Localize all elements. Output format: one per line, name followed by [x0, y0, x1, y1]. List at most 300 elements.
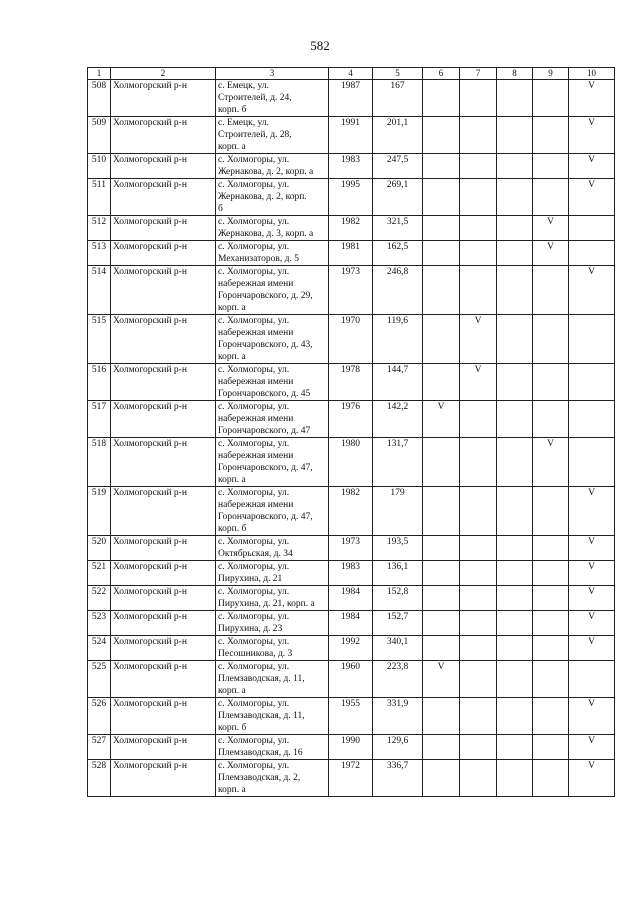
mark-cell-col9 — [533, 179, 569, 216]
row-number-cell: 526 — [88, 698, 111, 735]
page-number: 582 — [310, 38, 330, 53]
address-line: набережная имени — [218, 500, 294, 510]
table-row — [88, 315, 615, 364]
mark-cell-col10: V — [569, 117, 615, 154]
mark-cell-col10: V — [569, 80, 615, 117]
mark-cell-col7 — [460, 735, 497, 760]
mark-cell-col9 — [533, 401, 569, 438]
mark-cell-col7 — [460, 698, 497, 735]
mark-cell-col8 — [497, 760, 533, 797]
address-line: Горончаровского, д. 45 — [218, 389, 311, 399]
area-cell: 246,8 — [373, 266, 423, 315]
address-line: Племзаводская, д. 11, — [218, 674, 305, 684]
area-cell: 340,1 — [373, 636, 423, 661]
area-cell: 223,8 — [373, 661, 423, 698]
district-cell: Холмогорский р-н — [111, 315, 216, 364]
mark-cell-col10 — [569, 241, 615, 266]
year-cell: 1987 — [329, 80, 373, 117]
address-line: Строителей, д. 24, — [218, 93, 292, 103]
area-cell: 179 — [373, 487, 423, 536]
mark-cell-col7 — [460, 760, 497, 797]
district-cell: Холмогорский р-н — [111, 401, 216, 438]
mark-cell-col9 — [533, 80, 569, 117]
district-cell: Холмогорский р-н — [111, 117, 216, 154]
address-line: Горончаровского, д. 43, — [218, 340, 313, 350]
address-cell — [216, 241, 329, 266]
address-line: Пирухина, д. 21 — [218, 574, 283, 584]
mark-cell-col9 — [533, 611, 569, 636]
table-row — [88, 154, 615, 179]
row-number-cell: 515 — [88, 315, 111, 364]
district-cell: Холмогорский р-н — [111, 80, 216, 117]
address-cell — [216, 364, 329, 401]
row-number-cell: 524 — [88, 636, 111, 661]
row-number-cell: 521 — [88, 561, 111, 586]
row-number-cell: 520 — [88, 536, 111, 561]
year-cell: 1983 — [329, 154, 373, 179]
address-line: Строителей, д. 28, — [218, 130, 292, 140]
address-cell — [216, 636, 329, 661]
table-row — [88, 117, 615, 154]
district-cell: Холмогорский р-н — [111, 364, 216, 401]
row-number-cell: 510 — [88, 154, 111, 179]
address-line: с. Холмогоры, ул. — [218, 439, 290, 449]
area-cell: 331,9 — [373, 698, 423, 735]
address-cell — [216, 735, 329, 760]
address-line: с. Холмогоры, ул. — [218, 537, 290, 547]
year-cell: 1984 — [329, 586, 373, 611]
district-cell: Холмогорский р-н — [111, 735, 216, 760]
year-cell: 1990 — [329, 735, 373, 760]
column-header-7: 7 — [460, 68, 497, 80]
area-cell: 152,8 — [373, 586, 423, 611]
row-number-cell: 516 — [88, 364, 111, 401]
area-cell: 129,6 — [373, 735, 423, 760]
table-row — [88, 536, 615, 561]
address-line: Горончаровского, д. 29, — [218, 291, 313, 301]
district-cell: Холмогорский р-н — [111, 760, 216, 797]
mark-cell-col9: V — [533, 216, 569, 241]
address-line: корп. б — [218, 524, 247, 534]
mark-cell-col7 — [460, 661, 497, 698]
row-number-cell: 514 — [88, 266, 111, 315]
address-line: корп. а — [218, 785, 246, 795]
column-header-9: 9 — [533, 68, 569, 80]
column-header-3: 3 — [216, 68, 329, 80]
mark-cell-col6 — [423, 735, 460, 760]
year-cell: 1991 — [329, 117, 373, 154]
mark-cell-col9 — [533, 315, 569, 364]
mark-cell-col10: V — [569, 760, 615, 797]
table-row — [88, 266, 615, 315]
mark-cell-col9 — [533, 586, 569, 611]
district-cell: Холмогорский р-н — [111, 586, 216, 611]
address-line: с. Холмогоры, ул. — [218, 365, 290, 375]
mark-cell-col9 — [533, 698, 569, 735]
table-row — [88, 241, 615, 266]
mark-cell-col9 — [533, 735, 569, 760]
mark-cell-col6 — [423, 241, 460, 266]
row-number-cell: 511 — [88, 179, 111, 216]
mark-cell-col10: V — [569, 698, 615, 735]
mark-cell-col6: V — [423, 661, 460, 698]
table-row — [88, 80, 615, 117]
mark-cell-col8 — [497, 241, 533, 266]
address-line: Пирухина, д. 23 — [218, 624, 283, 634]
year-cell: 1995 — [329, 179, 373, 216]
mark-cell-col7 — [460, 636, 497, 661]
address-cell — [216, 266, 329, 315]
address-line: с. Емецк, ул. — [218, 118, 269, 128]
address-line: с. Холмогоры, ул. — [218, 488, 290, 498]
address-line: Пирухина, д. 21, корп. а — [218, 599, 315, 609]
district-cell: Холмогорский р-н — [111, 561, 216, 586]
mark-cell-col7 — [460, 241, 497, 266]
table-row — [88, 735, 615, 760]
mark-cell-col9 — [533, 561, 569, 586]
address-line: корп. а — [218, 142, 246, 152]
mark-cell-col6 — [423, 216, 460, 241]
mark-cell-col6 — [423, 266, 460, 315]
year-cell: 1976 — [329, 401, 373, 438]
mark-cell-col8 — [497, 266, 533, 315]
mark-cell-col8 — [497, 179, 533, 216]
address-line: Песошникова, д. 3 — [218, 649, 293, 659]
year-cell: 1978 — [329, 364, 373, 401]
address-line: с. Холмогоры, ул. — [218, 736, 290, 746]
mark-cell-col6 — [423, 117, 460, 154]
mark-cell-col9 — [533, 760, 569, 797]
district-cell: Холмогорский р-н — [111, 216, 216, 241]
year-cell: 1982 — [329, 216, 373, 241]
district-cell: Холмогорский р-н — [111, 636, 216, 661]
address-line: с. Холмогоры, ул. — [218, 761, 290, 771]
mark-cell-col7 — [460, 438, 497, 487]
table-row — [88, 760, 615, 797]
mark-cell-col8 — [497, 536, 533, 561]
mark-cell-col7 — [460, 487, 497, 536]
year-cell: 1960 — [329, 661, 373, 698]
mark-cell-col9 — [533, 154, 569, 179]
year-cell: 1980 — [329, 438, 373, 487]
area-cell: 136,1 — [373, 561, 423, 586]
address-line: с. Холмогоры, ул. — [218, 217, 290, 227]
area-cell: 167 — [373, 80, 423, 117]
district-cell: Холмогорский р-н — [111, 611, 216, 636]
mark-cell-col6 — [423, 536, 460, 561]
district-cell: Холмогорский р-н — [111, 241, 216, 266]
area-cell: 321,5 — [373, 216, 423, 241]
address-line: с. Холмогоры, ул. — [218, 316, 290, 326]
address-cell — [216, 315, 329, 364]
address-line: с. Холмогоры, ул. — [218, 402, 290, 412]
address-line: Племзаводская, д. 16 — [218, 748, 303, 758]
mark-cell-col7 — [460, 536, 497, 561]
housing-registry-table — [87, 67, 615, 797]
mark-cell-col10 — [569, 364, 615, 401]
table-row — [88, 179, 615, 216]
mark-cell-col6: V — [423, 401, 460, 438]
address-cell — [216, 117, 329, 154]
district-cell: Холмогорский р-н — [111, 661, 216, 698]
column-header-8: 8 — [497, 68, 533, 80]
row-number-cell: 519 — [88, 487, 111, 536]
mark-cell-col8 — [497, 611, 533, 636]
year-cell: 1992 — [329, 636, 373, 661]
area-cell: 201,1 — [373, 117, 423, 154]
table-row — [88, 561, 615, 586]
address-line: корп. а — [218, 686, 246, 696]
address-line: Жернакова, д. 3, корп. а — [218, 229, 314, 239]
address-line: с. Холмогоры, ул. — [218, 155, 290, 165]
mark-cell-col7 — [460, 561, 497, 586]
mark-cell-col8 — [497, 561, 533, 586]
address-cell — [216, 80, 329, 117]
mark-cell-col6 — [423, 487, 460, 536]
mark-cell-col10: V — [569, 735, 615, 760]
mark-cell-col10 — [569, 438, 615, 487]
column-header-1: 1 — [88, 68, 111, 80]
mark-cell-col10: V — [569, 611, 615, 636]
mark-cell-col8 — [497, 117, 533, 154]
district-cell: Холмогорский р-н — [111, 154, 216, 179]
district-cell: Холмогорский р-н — [111, 438, 216, 487]
mark-cell-col6 — [423, 154, 460, 179]
mark-cell-col10: V — [569, 154, 615, 179]
address-line: с. Холмогоры, ул. — [218, 662, 290, 672]
district-cell: Холмогорский р-н — [111, 487, 216, 536]
year-cell: 1973 — [329, 536, 373, 561]
address-line: набережная имени — [218, 414, 294, 424]
address-cell — [216, 438, 329, 487]
mark-cell-col7 — [460, 216, 497, 241]
address-line: Горончаровского, д. 47, — [218, 463, 313, 473]
mark-cell-col6 — [423, 438, 460, 487]
address-line: с. Холмогоры, ул. — [218, 699, 290, 709]
mark-cell-col9: V — [533, 438, 569, 487]
address-line: с. Холмогоры, ул. — [218, 637, 290, 647]
mark-cell-col7: V — [460, 315, 497, 364]
mark-cell-col6 — [423, 636, 460, 661]
address-line: с. Холмогоры, ул. — [218, 180, 290, 190]
mark-cell-col10: V — [569, 179, 615, 216]
address-cell — [216, 401, 329, 438]
mark-cell-col7 — [460, 179, 497, 216]
address-line: корп. а — [218, 303, 246, 313]
address-cell — [216, 154, 329, 179]
mark-cell-col9 — [533, 266, 569, 315]
area-cell: 336,7 — [373, 760, 423, 797]
year-cell: 1983 — [329, 561, 373, 586]
mark-cell-col10 — [569, 315, 615, 364]
address-line: корп. б — [218, 723, 247, 733]
mark-cell-col6 — [423, 315, 460, 364]
mark-cell-col6 — [423, 80, 460, 117]
year-cell: 1984 — [329, 611, 373, 636]
address-cell — [216, 698, 329, 735]
address-cell — [216, 179, 329, 216]
mark-cell-col8 — [497, 661, 533, 698]
area-cell: 144,7 — [373, 364, 423, 401]
table-row — [88, 438, 615, 487]
district-cell: Холмогорский р-н — [111, 179, 216, 216]
row-number-cell: 509 — [88, 117, 111, 154]
mark-cell-col9 — [533, 636, 569, 661]
year-cell: 1982 — [329, 487, 373, 536]
mark-cell-col6 — [423, 561, 460, 586]
mark-cell-col9 — [533, 117, 569, 154]
address-line: Племзаводская, д. 11, — [218, 711, 305, 721]
year-cell: 1972 — [329, 760, 373, 797]
area-cell: 162,5 — [373, 241, 423, 266]
address-cell — [216, 586, 329, 611]
table-row — [88, 487, 615, 536]
mark-cell-col9: V — [533, 241, 569, 266]
column-header-10: 10 — [569, 68, 615, 80]
mark-cell-col10: V — [569, 586, 615, 611]
row-number-cell: 512 — [88, 216, 111, 241]
mark-cell-col7 — [460, 117, 497, 154]
district-cell: Холмогорский р-н — [111, 698, 216, 735]
table-row — [88, 586, 615, 611]
mark-cell-col7 — [460, 266, 497, 315]
mark-cell-col8 — [497, 487, 533, 536]
mark-cell-col8 — [497, 586, 533, 611]
table-row — [88, 364, 615, 401]
table-row — [88, 661, 615, 698]
row-number-cell: 518 — [88, 438, 111, 487]
address-line: Жернакова, д. 2, корп. а — [218, 167, 314, 177]
table-row — [88, 636, 615, 661]
mark-cell-col8 — [497, 154, 533, 179]
address-line: с. Холмогоры, ул. — [218, 242, 290, 252]
address-line: б — [218, 204, 223, 214]
mark-cell-col10 — [569, 401, 615, 438]
mark-cell-col10: V — [569, 487, 615, 536]
area-cell: 193,5 — [373, 536, 423, 561]
mark-cell-col10: V — [569, 536, 615, 561]
column-header-2: 2 — [111, 68, 216, 80]
mark-cell-col9 — [533, 536, 569, 561]
mark-cell-col9 — [533, 487, 569, 536]
address-line: с. Холмогоры, ул. — [218, 267, 290, 277]
mark-cell-col10: V — [569, 561, 615, 586]
area-cell: 119,6 — [373, 315, 423, 364]
mark-cell-col8 — [497, 401, 533, 438]
mark-cell-col6 — [423, 364, 460, 401]
row-number-cell: 522 — [88, 586, 111, 611]
district-cell: Холмогорский р-н — [111, 536, 216, 561]
mark-cell-col7: V — [460, 364, 497, 401]
row-number-cell: 523 — [88, 611, 111, 636]
address-line: Горончаровского, д. 47, — [218, 512, 313, 522]
area-cell: 269,1 — [373, 179, 423, 216]
area-cell: 131,7 — [373, 438, 423, 487]
mark-cell-col8 — [497, 364, 533, 401]
address-line: корп. а — [218, 352, 246, 362]
address-line: набережная имени — [218, 279, 294, 289]
mark-cell-col7 — [460, 154, 497, 179]
address-line: с. Холмогоры, ул. — [218, 562, 290, 572]
address-line: корп. б — [218, 105, 247, 115]
row-number-cell: 527 — [88, 735, 111, 760]
mark-cell-col7 — [460, 80, 497, 117]
year-cell: 1981 — [329, 241, 373, 266]
address-line: Племзаводская, д. 2, — [218, 773, 301, 783]
column-header-5: 5 — [373, 68, 423, 80]
mark-cell-col8 — [497, 735, 533, 760]
mark-cell-col8 — [497, 216, 533, 241]
mark-cell-col10 — [569, 216, 615, 241]
mark-cell-col6 — [423, 698, 460, 735]
mark-cell-col7 — [460, 586, 497, 611]
mark-cell-col6 — [423, 611, 460, 636]
mark-cell-col7 — [460, 611, 497, 636]
year-cell: 1955 — [329, 698, 373, 735]
address-cell — [216, 216, 329, 241]
address-cell — [216, 561, 329, 586]
address-line: Горончаровского, д. 47 — [218, 426, 311, 436]
table-row — [88, 698, 615, 735]
row-number-cell: 525 — [88, 661, 111, 698]
mark-cell-col10: V — [569, 636, 615, 661]
address-cell — [216, 661, 329, 698]
mark-cell-col8 — [497, 80, 533, 117]
address-line: корп. а — [218, 475, 246, 485]
mark-cell-col10: V — [569, 266, 615, 315]
table-row — [88, 611, 615, 636]
mark-cell-col8 — [497, 315, 533, 364]
address-cell — [216, 760, 329, 797]
row-number-cell: 528 — [88, 760, 111, 797]
mark-cell-col8 — [497, 636, 533, 661]
column-header-4: 4 — [329, 68, 373, 80]
address-cell — [216, 536, 329, 561]
mark-cell-col6 — [423, 760, 460, 797]
address-line: набережная имени — [218, 377, 294, 387]
row-number-cell: 513 — [88, 241, 111, 266]
table-row — [88, 216, 615, 241]
address-line: с. Емецк, ул. — [218, 81, 269, 91]
mark-cell-col6 — [423, 179, 460, 216]
mark-cell-col9 — [533, 661, 569, 698]
address-cell — [216, 611, 329, 636]
address-line: Октябрьская, д. 34 — [218, 549, 293, 559]
header-row — [88, 68, 615, 80]
address-line: набережная имени — [218, 328, 294, 338]
address-line: Механизаторов, д. 5 — [218, 254, 299, 264]
address-cell — [216, 487, 329, 536]
address-line: с. Холмогоры, ул. — [218, 612, 290, 622]
address-line: Жернакова, д. 2, корп. — [218, 192, 307, 202]
year-cell: 1973 — [329, 266, 373, 315]
table-row — [88, 401, 615, 438]
mark-cell-col8 — [497, 438, 533, 487]
row-number-cell: 508 — [88, 80, 111, 117]
mark-cell-col10 — [569, 661, 615, 698]
column-header-6: 6 — [423, 68, 460, 80]
area-cell: 247,5 — [373, 154, 423, 179]
row-number-cell: 517 — [88, 401, 111, 438]
mark-cell-col7 — [460, 401, 497, 438]
mark-cell-col9 — [533, 364, 569, 401]
address-line: набережная имени — [218, 451, 294, 461]
mark-cell-col8 — [497, 698, 533, 735]
area-cell: 152,7 — [373, 611, 423, 636]
district-cell: Холмогорский р-н — [111, 266, 216, 315]
address-line: с. Холмогоры, ул. — [218, 587, 290, 597]
year-cell: 1970 — [329, 315, 373, 364]
